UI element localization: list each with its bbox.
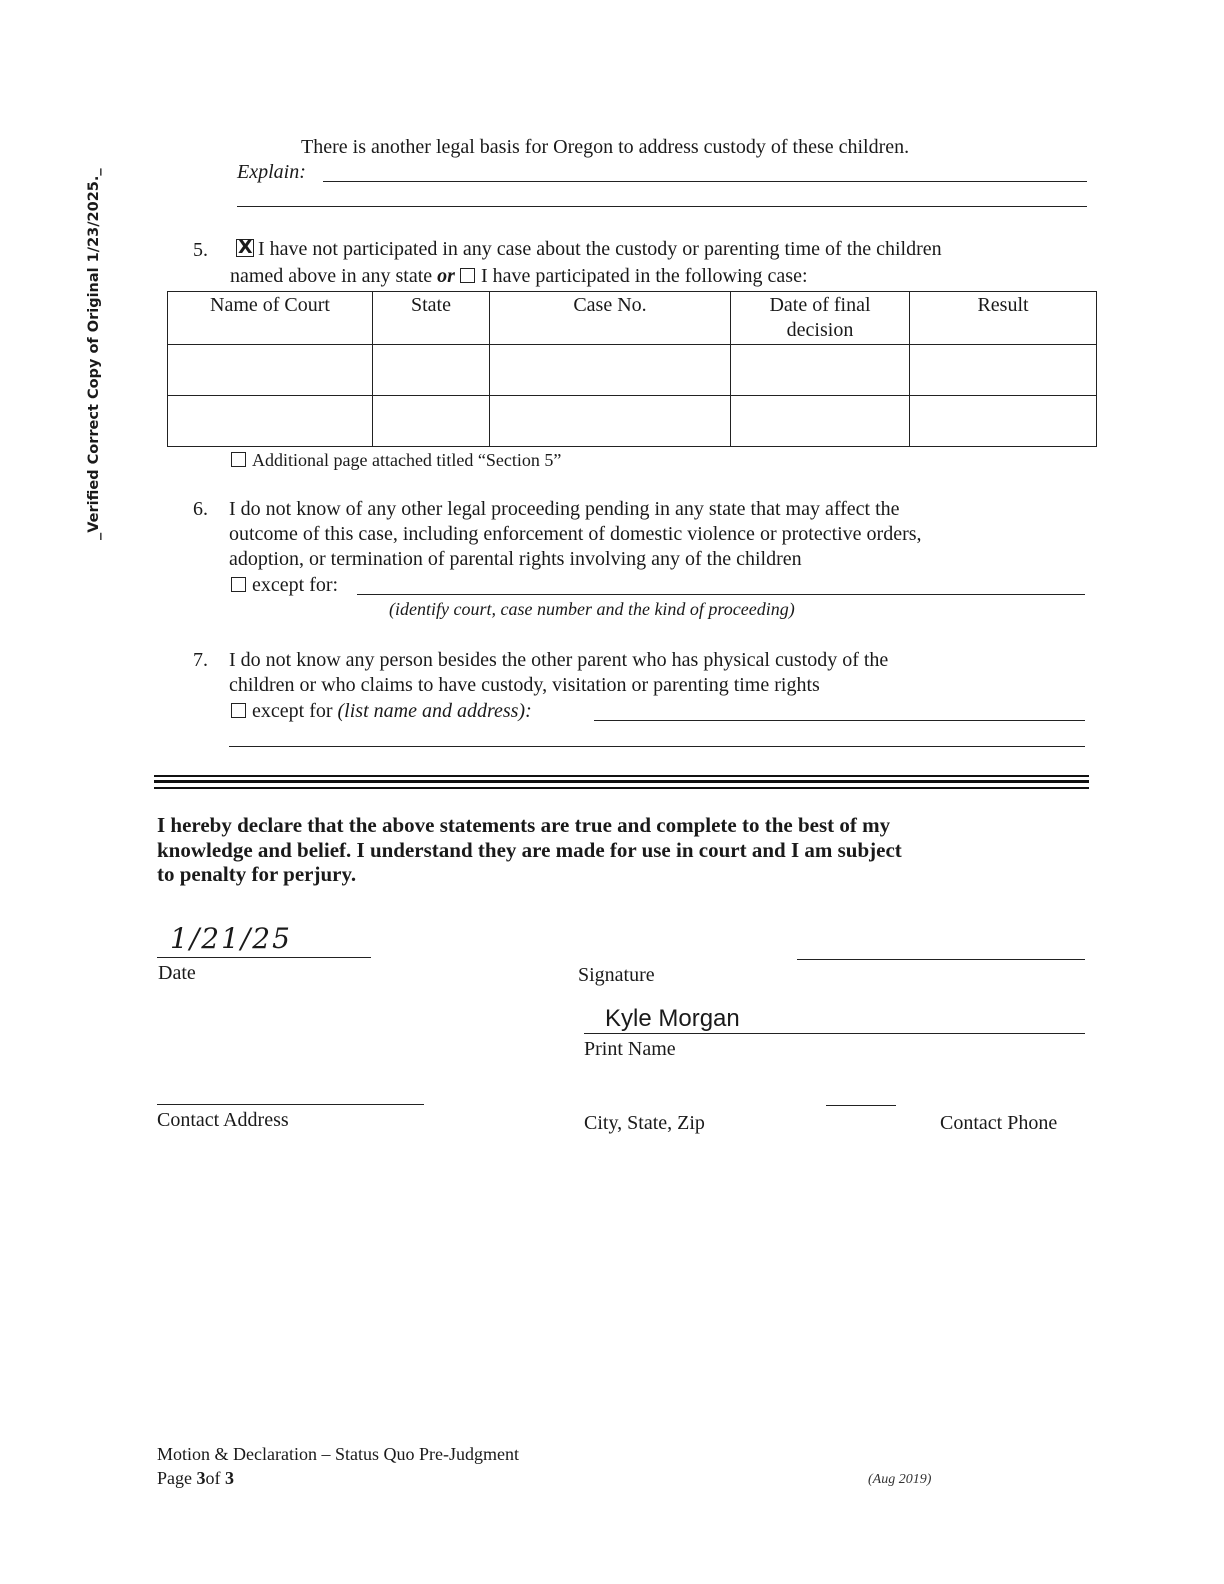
item5-line2-prefix: named above in any state	[230, 265, 433, 287]
print-name-line[interactable]	[584, 1033, 1085, 1034]
footer-revision: (Aug 2019)	[868, 1472, 932, 1487]
item7-except-line-1[interactable]	[594, 720, 1085, 721]
explain-label: Explain:	[237, 161, 306, 183]
table-row	[168, 345, 1097, 396]
footer-page-of: of	[205, 1468, 221, 1488]
item6-hint: (identify court, case number and the kind of proceeding)	[389, 599, 795, 619]
item6-except-label: except for:	[252, 574, 339, 596]
footer-page-current: 3	[196, 1468, 206, 1488]
print-name-value[interactable]: Kyle Morgan	[605, 1005, 740, 1032]
signature-line[interactable]	[797, 959, 1085, 960]
header-name-of-court: Name of Court	[168, 292, 373, 345]
date-line[interactable]	[157, 957, 371, 958]
contact-address-label: Contact Address	[157, 1109, 289, 1131]
footer-page-number	[157, 1468, 234, 1489]
item5-participated-checkbox[interactable]	[460, 268, 475, 283]
additional-page-row	[231, 449, 561, 471]
table-cell[interactable]	[910, 345, 1097, 396]
table-row	[168, 396, 1097, 447]
item7-number: 7.	[193, 649, 208, 671]
header-case-no: Case No.	[490, 292, 731, 345]
explain-line-2[interactable]	[237, 206, 1087, 207]
signature-label: Signature	[578, 964, 655, 986]
footer-page-prefix: Page	[157, 1468, 192, 1488]
item7-except-checkbox[interactable]	[231, 703, 246, 718]
table-cell[interactable]	[168, 345, 373, 396]
item6-line1: I do not know of any other legal proceeding pending in any state that may affect the	[229, 498, 900, 520]
declaration-line3: to penalty for perjury.	[157, 862, 357, 886]
footer-page-total: 3	[225, 1468, 234, 1488]
declaration-line2: knowledge and belief. I understand they are made for use in court and I am subject	[157, 838, 902, 862]
legal-basis-text: There is another legal basis for Oregon to address custody of these children.	[301, 136, 910, 158]
header-result: Result	[910, 292, 1097, 345]
date-handwritten: 1/21/25	[170, 922, 292, 955]
table-cell[interactable]	[490, 345, 731, 396]
separator-rule-middle	[154, 780, 1089, 783]
item5-line2	[230, 264, 808, 289]
item6-number: 6.	[193, 498, 208, 520]
item5-or-word: or	[437, 265, 455, 287]
item7-line1: I do not know any person besides the other parent who has physical custody of the	[229, 649, 889, 671]
item6-line3: adoption, or termination of parental rights involving any of the children	[229, 548, 802, 570]
item6-except-row	[231, 573, 338, 598]
table-cell[interactable]	[910, 396, 1097, 447]
item6-line2: outcome of this case, including enforcement of domestic violence or protective orders,	[229, 523, 922, 545]
explain-line-1[interactable]	[323, 181, 1087, 182]
header-state: State	[373, 292, 490, 345]
date-label: Date	[158, 962, 196, 984]
footer-form-title: Motion & Declaration – Status Quo Pre-Judgment	[157, 1444, 519, 1464]
table-cell[interactable]	[373, 396, 490, 447]
case-table-header-row	[168, 292, 1097, 345]
declaration-line1: I hereby declare that the above statements are true and complete to the best of my	[157, 813, 891, 837]
item7-except-hint: (list name and address):	[337, 700, 532, 722]
verified-copy-stamp: _Verified Correct Copy of Original 1/23/2025._	[86, 168, 102, 540]
table-cell[interactable]	[168, 396, 373, 447]
item7-except-line-2[interactable]	[229, 746, 1085, 747]
item7-except-label: except for	[252, 700, 333, 722]
item6-except-checkbox[interactable]	[231, 577, 246, 592]
item5-not-participated-checkbox[interactable]	[236, 239, 254, 257]
separator-rule-bottom	[154, 787, 1089, 789]
contact-phone-label: Contact Phone	[940, 1112, 1058, 1134]
item7-line2: children or who claims to have custody, visitation or parenting time rights	[229, 674, 820, 696]
table-cell[interactable]	[731, 396, 910, 447]
case-table	[167, 291, 1097, 447]
table-cell[interactable]	[490, 396, 731, 447]
item5-line1	[236, 237, 942, 262]
table-cell[interactable]	[731, 345, 910, 396]
table-cell[interactable]	[373, 345, 490, 396]
item7-except-row	[231, 699, 532, 724]
item5-option-b-text: I have participated in the following case:	[480, 265, 808, 287]
additional-page-checkbox[interactable]	[231, 452, 246, 467]
item6-except-line[interactable]	[357, 594, 1085, 595]
separator-rule-top	[154, 775, 1089, 777]
item5-number: 5.	[193, 239, 208, 261]
city-state-zip-label: City, State, Zip	[584, 1112, 705, 1134]
item5-option-a-text: I have not participated in any case about the custody or parenting time of the children	[258, 238, 942, 260]
city-state-zip-line[interactable]	[826, 1105, 896, 1106]
print-name-label: Print Name	[584, 1038, 676, 1060]
additional-page-text: Additional page attached titled “Section 5”	[252, 450, 562, 470]
contact-address-line[interactable]	[157, 1104, 424, 1105]
header-date-final-decision: Date of final decision	[731, 292, 910, 345]
